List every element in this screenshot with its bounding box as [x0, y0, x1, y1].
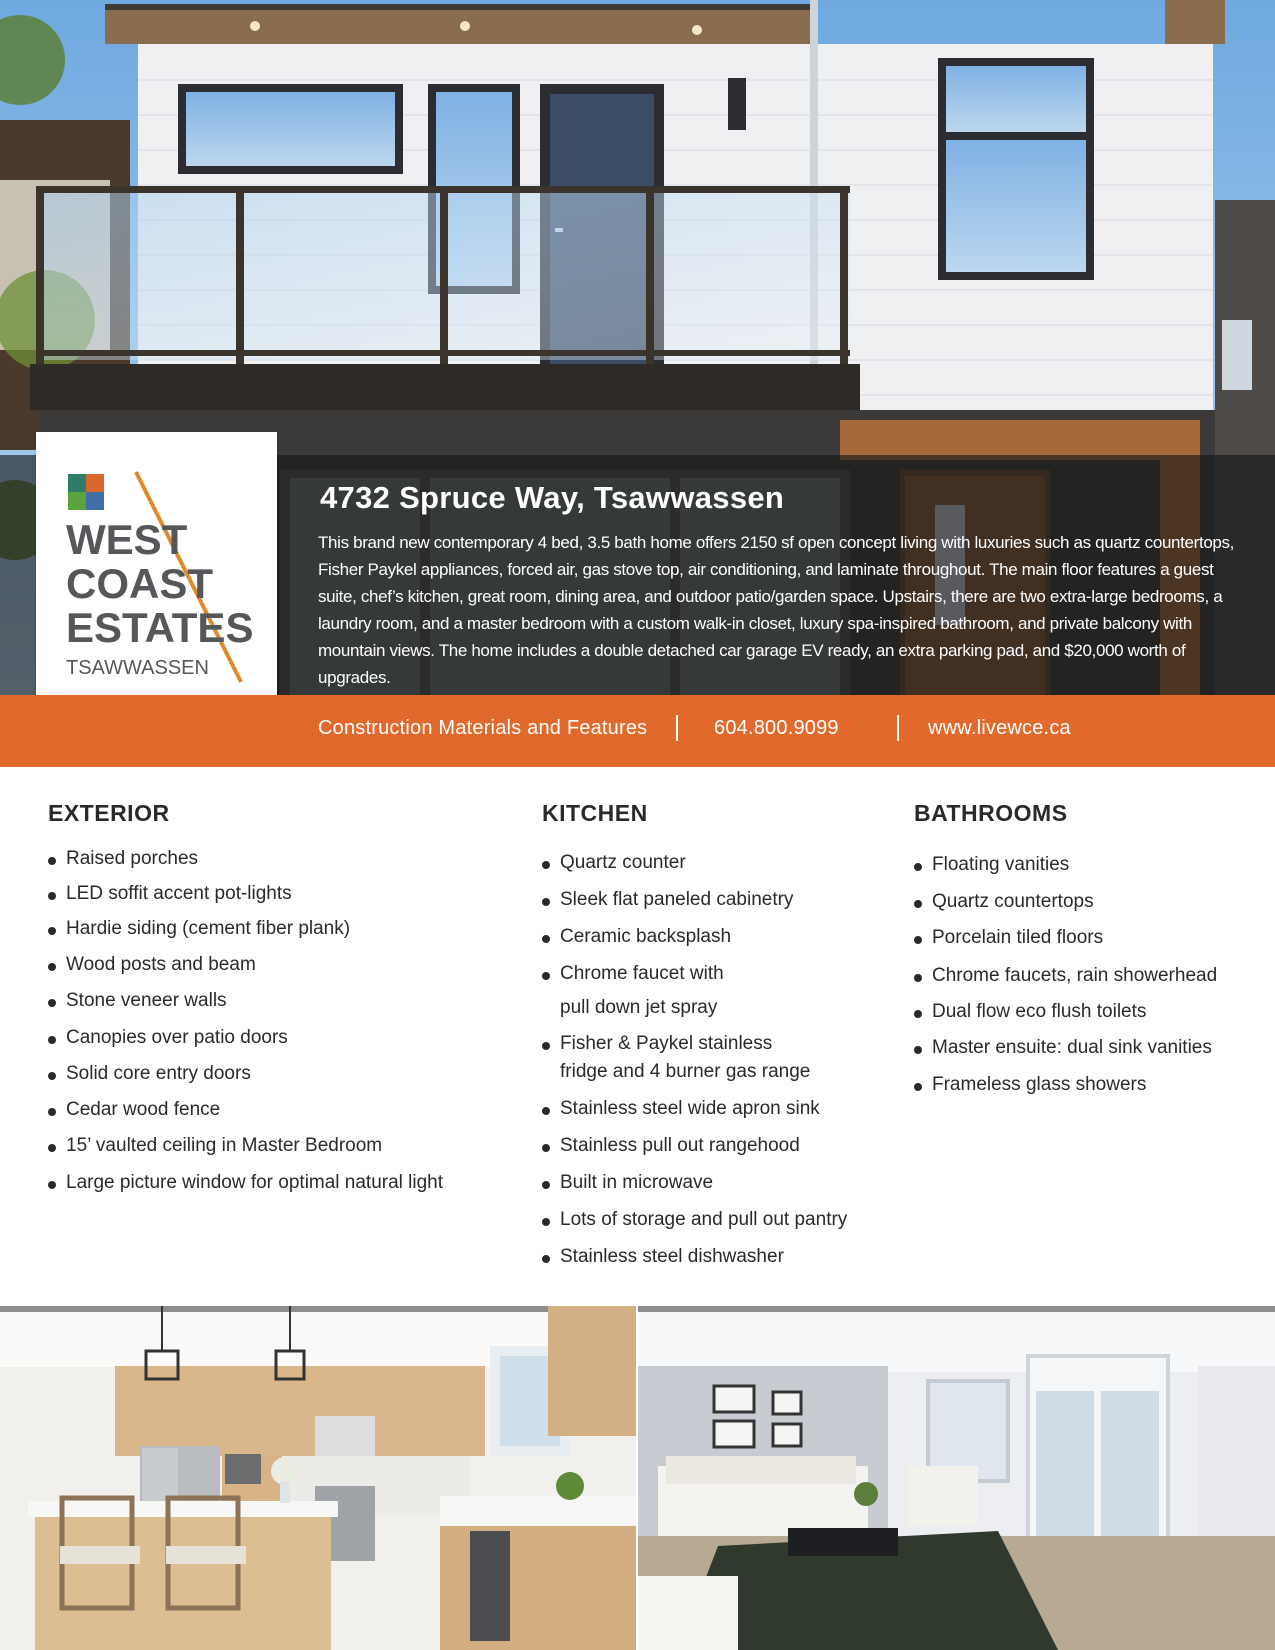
- list-item: Solid core entry doors: [66, 1063, 251, 1084]
- living-room-illustration: [638, 1306, 1275, 1650]
- bullet-icon: [48, 927, 56, 935]
- logo-line-coast: COAST: [66, 560, 213, 607]
- hero-text-block: [318, 480, 1250, 691]
- exterior-heading: EXTERIOR: [48, 800, 170, 826]
- interior-photos: [0, 1306, 1275, 1650]
- property-address: 4732 Spruce Way, Tsawwassen: [320, 480, 785, 515]
- kitchen-column: [542, 800, 848, 1267]
- list-item: Raised porches: [66, 848, 199, 869]
- list-item: Large picture window for optimal natural light: [66, 1172, 444, 1193]
- list-item-continued: fridge and 4 burner gas range: [560, 1061, 811, 1082]
- living-room-photo: [638, 1306, 1275, 1650]
- list-item: Chrome faucets, rain showerhead: [932, 965, 1218, 986]
- bathrooms-heading: BATHROOMS: [914, 800, 1068, 826]
- divider: [676, 715, 678, 741]
- bullet-icon: [542, 1181, 550, 1189]
- list-item: Wood posts and beam: [66, 954, 256, 975]
- logo-line-tsawwassen: TSAWWASSEN: [66, 657, 209, 679]
- exterior-column: [48, 800, 444, 1193]
- list-item: Sleek flat paneled cabinetry: [560, 889, 794, 910]
- bullet-icon: [542, 935, 550, 943]
- kitchen-heading: KITCHEN: [542, 800, 648, 826]
- list-item: LED soffit accent pot-lights: [66, 883, 292, 904]
- list-item: Porcelain tiled floors: [932, 927, 1104, 948]
- bullet-icon: [48, 857, 56, 865]
- bullet-icon: [914, 900, 922, 908]
- list-item: 15’ vaulted ceiling in Master Bedroom: [66, 1135, 383, 1156]
- list-item: Stainless pull out rangehood: [560, 1135, 800, 1156]
- list-item: Frameless glass showers: [932, 1074, 1147, 1095]
- logo-line-west: WEST: [66, 516, 188, 563]
- bullet-icon: [48, 963, 56, 971]
- property-description: This brand new contemporary 4 bed, 3.5 bath home offers 2150 sf open concept living with luxuries such as quartz countertops, Fisher Paykel appliances, forced air, gas stove top, air conditioning, and laminate throughout. The main floor features a guest suite, chef’s kitchen, great room, dining area, and outdoor patio/garden space. Upstairs, there are two extra-large bedrooms, a laundry room, and a master bedroom with a custom walk-in closet, luxury spa-inspired bathroom, and private balcony with mountain views. The home includes a double detached car garage EV ready, an extra parking pad, and $20,000 worth of upgrades.: [318, 533, 1235, 687]
- bullet-icon: [48, 1181, 56, 1189]
- bullet-icon: [542, 1144, 550, 1152]
- list-item: Floating vanities: [932, 854, 1070, 875]
- kitchen-illustration: [0, 1306, 636, 1650]
- divider: [897, 715, 899, 741]
- logo-line-estates: ESTATES: [66, 604, 254, 651]
- bullet-icon: [914, 974, 922, 982]
- bullet-icon: [48, 1072, 56, 1080]
- website-link[interactable]: www.livewce.ca: [928, 717, 1071, 739]
- list-item: Fisher & Paykel stainless: [560, 1033, 773, 1054]
- list-item: Quartz counter: [560, 852, 686, 873]
- bullet-icon: [914, 936, 922, 944]
- list-item: Ceramic backsplash: [560, 926, 732, 947]
- west-coast-estates-logo: [36, 432, 277, 718]
- list-item: Built in microwave: [560, 1172, 714, 1193]
- list-item: Dual flow eco flush toilets: [932, 1001, 1147, 1022]
- bullet-icon: [48, 1036, 56, 1044]
- kitchen-photo: [0, 1306, 636, 1650]
- list-item: Hardie siding (cement fiber plank): [66, 918, 351, 939]
- contact-bar: [0, 695, 1275, 767]
- list-item: Lots of storage and pull out pantry: [560, 1209, 848, 1230]
- bullet-icon: [542, 861, 550, 869]
- bathrooms-column: [914, 800, 1218, 1095]
- section-label: Construction Materials and Features: [318, 717, 648, 739]
- bullet-icon: [914, 863, 922, 871]
- list-item: Cedar wood fence: [66, 1099, 221, 1120]
- bullet-icon: [914, 1083, 922, 1091]
- bullet-icon: [48, 999, 56, 1007]
- list-item: Stone veneer walls: [66, 990, 227, 1011]
- bullet-icon: [542, 972, 550, 980]
- bullet-icon: [48, 892, 56, 900]
- bullet-icon: [542, 1255, 550, 1263]
- list-item: Stainless steel dishwasher: [560, 1246, 784, 1267]
- list-item: Quartz countertops: [932, 891, 1094, 912]
- list-item-continued: pull down jet spray: [560, 997, 718, 1018]
- list-item: Stainless steel wide apron sink: [560, 1098, 820, 1119]
- bullet-icon: [48, 1108, 56, 1116]
- list-item: Master ensuite: dual sink vanities: [932, 1037, 1212, 1058]
- bullet-icon: [914, 1046, 922, 1054]
- bullet-icon: [542, 1042, 550, 1050]
- bullet-icon: [914, 1010, 922, 1018]
- list-item: Chrome faucet with: [560, 963, 724, 984]
- bullet-icon: [542, 898, 550, 906]
- list-item: Canopies over patio doors: [66, 1027, 288, 1048]
- logo-mark: [36, 432, 277, 718]
- bullet-icon: [542, 1218, 550, 1226]
- bullet-icon: [542, 1107, 550, 1115]
- bullet-icon: [48, 1144, 56, 1152]
- phone-number[interactable]: 604.800.9099: [714, 717, 839, 739]
